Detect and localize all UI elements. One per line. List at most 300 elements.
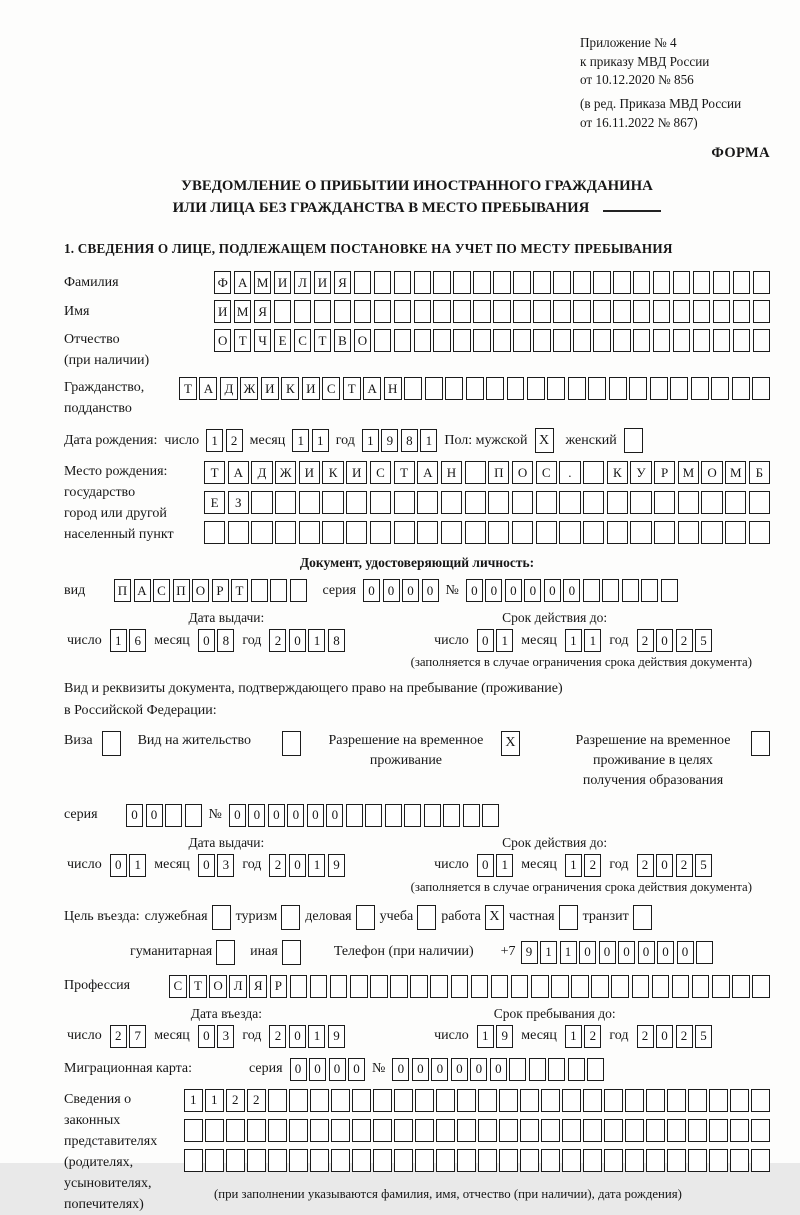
char-box[interactable] bbox=[354, 271, 371, 294]
char-box[interactable] bbox=[370, 491, 391, 514]
temp-residence-checkbox[interactable] bbox=[501, 731, 520, 756]
char-box[interactable] bbox=[692, 975, 710, 998]
char-box[interactable]: И bbox=[274, 271, 291, 294]
char-box[interactable]: 0 bbox=[329, 1058, 346, 1081]
char-box[interactable] bbox=[604, 1089, 623, 1112]
char-box[interactable]: 0 bbox=[198, 629, 215, 652]
char-box[interactable] bbox=[404, 377, 422, 400]
char-box[interactable]: 7 bbox=[129, 1025, 146, 1048]
char-box[interactable] bbox=[732, 975, 750, 998]
char-box[interactable] bbox=[251, 579, 268, 602]
char-box[interactable] bbox=[290, 975, 308, 998]
char-box[interactable]: И bbox=[299, 461, 320, 484]
char-box[interactable]: Н bbox=[384, 377, 402, 400]
char-box[interactable] bbox=[373, 1119, 392, 1142]
char-box[interactable] bbox=[299, 521, 320, 544]
char-box[interactable]: 8 bbox=[217, 629, 234, 652]
char-box[interactable] bbox=[394, 300, 411, 323]
char-box[interactable] bbox=[672, 975, 690, 998]
char-box[interactable]: 1 bbox=[496, 629, 513, 652]
char-box[interactable] bbox=[512, 491, 533, 514]
char-box[interactable] bbox=[275, 491, 296, 514]
char-box[interactable]: А bbox=[363, 377, 381, 400]
char-box[interactable]: 0 bbox=[287, 804, 304, 827]
char-box[interactable] bbox=[478, 1149, 497, 1172]
char-box[interactable]: 0 bbox=[477, 854, 494, 877]
char-box[interactable] bbox=[205, 1119, 224, 1142]
char-box[interactable] bbox=[629, 377, 647, 400]
residence-permit-checkbox[interactable] bbox=[282, 731, 301, 756]
char-box[interactable] bbox=[733, 300, 750, 323]
char-box[interactable] bbox=[571, 975, 589, 998]
char-box[interactable]: Е bbox=[204, 491, 225, 514]
char-box[interactable] bbox=[457, 1149, 476, 1172]
char-box[interactable]: 0 bbox=[431, 1058, 448, 1081]
business-checkbox[interactable] bbox=[356, 905, 375, 930]
char-box[interactable] bbox=[478, 1089, 497, 1112]
char-box[interactable] bbox=[693, 271, 710, 294]
char-box[interactable]: М bbox=[725, 461, 746, 484]
char-box[interactable]: X bbox=[501, 731, 520, 756]
char-box[interactable]: 9 bbox=[521, 941, 538, 964]
char-box[interactable] bbox=[625, 1149, 644, 1172]
char-box[interactable] bbox=[394, 271, 411, 294]
char-box[interactable] bbox=[352, 1119, 371, 1142]
char-box[interactable]: 1 bbox=[312, 429, 329, 452]
char-box[interactable]: 1 bbox=[110, 629, 127, 652]
char-box[interactable] bbox=[365, 804, 382, 827]
char-box[interactable]: Л bbox=[229, 975, 247, 998]
char-box[interactable] bbox=[613, 271, 630, 294]
char-box[interactable] bbox=[541, 1149, 560, 1172]
char-box[interactable]: Т bbox=[234, 329, 251, 352]
char-box[interactable] bbox=[310, 1149, 329, 1172]
char-box[interactable]: 0 bbox=[198, 1025, 215, 1048]
char-box[interactable]: X bbox=[535, 428, 554, 453]
char-box[interactable] bbox=[646, 1149, 665, 1172]
char-box[interactable] bbox=[513, 329, 530, 352]
char-box[interactable]: 0 bbox=[348, 1058, 365, 1081]
char-box[interactable] bbox=[730, 1119, 749, 1142]
char-box[interactable] bbox=[630, 491, 651, 514]
char-box[interactable]: 2 bbox=[269, 1025, 286, 1048]
char-box[interactable] bbox=[424, 804, 441, 827]
char-box[interactable] bbox=[394, 491, 415, 514]
char-box[interactable] bbox=[650, 377, 668, 400]
char-box[interactable] bbox=[310, 975, 328, 998]
char-box[interactable]: 0 bbox=[110, 854, 127, 877]
char-box[interactable] bbox=[688, 1149, 707, 1172]
char-box[interactable]: 2 bbox=[269, 854, 286, 877]
char-box[interactable] bbox=[751, 1119, 770, 1142]
char-box[interactable]: Я bbox=[334, 271, 351, 294]
char-box[interactable]: 0 bbox=[477, 629, 494, 652]
char-box[interactable] bbox=[226, 1119, 245, 1142]
char-box[interactable] bbox=[547, 377, 565, 400]
char-box[interactable] bbox=[573, 329, 590, 352]
char-box[interactable] bbox=[527, 377, 545, 400]
char-box[interactable] bbox=[646, 1119, 665, 1142]
char-box[interactable] bbox=[633, 905, 652, 930]
char-box[interactable] bbox=[691, 377, 709, 400]
char-box[interactable] bbox=[471, 975, 489, 998]
char-box[interactable] bbox=[165, 804, 182, 827]
char-box[interactable]: 2 bbox=[637, 629, 654, 652]
char-box[interactable] bbox=[730, 1149, 749, 1172]
char-box[interactable] bbox=[604, 1149, 623, 1172]
char-box[interactable] bbox=[451, 975, 469, 998]
char-box[interactable]: Б bbox=[749, 461, 770, 484]
char-box[interactable]: Т bbox=[189, 975, 207, 998]
char-box[interactable] bbox=[553, 329, 570, 352]
char-box[interactable] bbox=[394, 1119, 413, 1142]
char-box[interactable] bbox=[633, 271, 650, 294]
char-box[interactable] bbox=[453, 300, 470, 323]
char-box[interactable]: 0 bbox=[505, 579, 522, 602]
char-box[interactable] bbox=[374, 271, 391, 294]
char-box[interactable] bbox=[531, 975, 549, 998]
char-box[interactable]: 0 bbox=[402, 579, 419, 602]
char-box[interactable] bbox=[251, 521, 272, 544]
char-box[interactable]: О bbox=[354, 329, 371, 352]
char-box[interactable]: Т bbox=[394, 461, 415, 484]
char-box[interactable]: 1 bbox=[308, 1025, 325, 1048]
char-box[interactable]: 0 bbox=[422, 579, 439, 602]
char-box[interactable] bbox=[331, 1149, 350, 1172]
char-box[interactable] bbox=[513, 271, 530, 294]
char-box[interactable]: 0 bbox=[412, 1058, 429, 1081]
char-box[interactable] bbox=[330, 975, 348, 998]
char-box[interactable] bbox=[493, 271, 510, 294]
char-box[interactable] bbox=[653, 300, 670, 323]
char-box[interactable] bbox=[394, 521, 415, 544]
char-box[interactable]: 0 bbox=[289, 629, 306, 652]
char-box[interactable] bbox=[331, 1119, 350, 1142]
char-box[interactable] bbox=[486, 377, 504, 400]
char-box[interactable] bbox=[184, 1149, 203, 1172]
char-box[interactable]: А bbox=[234, 271, 251, 294]
char-box[interactable] bbox=[533, 300, 550, 323]
char-box[interactable] bbox=[473, 329, 490, 352]
char-box[interactable]: 1 bbox=[560, 941, 577, 964]
char-box[interactable] bbox=[559, 491, 580, 514]
char-box[interactable]: 0 bbox=[490, 1058, 507, 1081]
char-box[interactable] bbox=[693, 329, 710, 352]
char-box[interactable]: 0 bbox=[289, 854, 306, 877]
char-box[interactable] bbox=[568, 1058, 585, 1081]
char-box[interactable]: 0 bbox=[289, 1025, 306, 1048]
char-box[interactable] bbox=[633, 300, 650, 323]
char-box[interactable]: 1 bbox=[292, 429, 309, 452]
char-box[interactable]: 0 bbox=[363, 579, 380, 602]
char-box[interactable]: 0 bbox=[383, 579, 400, 602]
char-box[interactable] bbox=[653, 271, 670, 294]
char-box[interactable] bbox=[752, 975, 770, 998]
char-box[interactable] bbox=[709, 1089, 728, 1112]
other-checkbox[interactable] bbox=[282, 940, 301, 965]
char-box[interactable]: И bbox=[261, 377, 279, 400]
char-box[interactable]: 1 bbox=[184, 1089, 203, 1112]
char-box[interactable]: 2 bbox=[269, 629, 286, 652]
char-box[interactable] bbox=[310, 1119, 329, 1142]
char-box[interactable]: 2 bbox=[637, 854, 654, 877]
char-box[interactable] bbox=[701, 521, 722, 544]
char-box[interactable]: З bbox=[228, 491, 249, 514]
char-box[interactable] bbox=[688, 1089, 707, 1112]
char-box[interactable] bbox=[511, 975, 529, 998]
char-box[interactable]: Р bbox=[270, 975, 288, 998]
char-box[interactable]: 5 bbox=[695, 854, 712, 877]
char-box[interactable]: Я bbox=[254, 300, 271, 323]
char-box[interactable] bbox=[314, 300, 331, 323]
char-box[interactable] bbox=[294, 300, 311, 323]
char-box[interactable]: 2 bbox=[110, 1025, 127, 1048]
study-checkbox[interactable] bbox=[417, 905, 436, 930]
char-box[interactable] bbox=[667, 1119, 686, 1142]
transit-checkbox[interactable] bbox=[633, 905, 652, 930]
char-box[interactable] bbox=[282, 731, 301, 756]
char-box[interactable] bbox=[414, 329, 431, 352]
char-box[interactable] bbox=[289, 1119, 308, 1142]
char-box[interactable] bbox=[415, 1149, 434, 1172]
char-box[interactable] bbox=[611, 975, 629, 998]
char-box[interactable] bbox=[725, 521, 746, 544]
char-box[interactable]: 0 bbox=[326, 804, 343, 827]
char-box[interactable]: 0 bbox=[563, 579, 580, 602]
char-box[interactable] bbox=[184, 1119, 203, 1142]
char-box[interactable] bbox=[247, 1119, 266, 1142]
char-box[interactable] bbox=[205, 1149, 224, 1172]
char-box[interactable] bbox=[394, 1149, 413, 1172]
char-box[interactable]: 1 bbox=[420, 429, 437, 452]
char-box[interactable] bbox=[520, 1119, 539, 1142]
char-box[interactable]: 0 bbox=[657, 941, 674, 964]
char-box[interactable]: М bbox=[254, 271, 271, 294]
char-box[interactable]: 1 bbox=[565, 1025, 582, 1048]
char-box[interactable] bbox=[507, 377, 525, 400]
char-box[interactable]: Д bbox=[251, 461, 272, 484]
char-box[interactable] bbox=[204, 521, 225, 544]
char-box[interactable] bbox=[562, 1149, 581, 1172]
char-box[interactable]: 2 bbox=[584, 1025, 601, 1048]
char-box[interactable] bbox=[751, 1089, 770, 1112]
char-box[interactable]: Ж bbox=[240, 377, 258, 400]
char-box[interactable]: 1 bbox=[584, 629, 601, 652]
char-box[interactable] bbox=[753, 329, 770, 352]
char-box[interactable]: 0 bbox=[248, 804, 265, 827]
char-box[interactable] bbox=[733, 271, 750, 294]
humanitarian-checkbox[interactable] bbox=[216, 940, 235, 965]
char-box[interactable] bbox=[322, 521, 343, 544]
char-box[interactable] bbox=[322, 491, 343, 514]
char-box[interactable]: 0 bbox=[618, 941, 635, 964]
char-box[interactable] bbox=[185, 804, 202, 827]
char-box[interactable] bbox=[370, 521, 391, 544]
char-box[interactable] bbox=[553, 300, 570, 323]
char-box[interactable]: 2 bbox=[676, 854, 693, 877]
char-box[interactable] bbox=[536, 491, 557, 514]
char-box[interactable] bbox=[520, 1089, 539, 1112]
char-box[interactable] bbox=[654, 491, 675, 514]
temp-residence-education-checkbox[interactable] bbox=[751, 731, 770, 756]
char-box[interactable] bbox=[709, 1119, 728, 1142]
char-box[interactable] bbox=[583, 1149, 602, 1172]
char-box[interactable] bbox=[417, 521, 438, 544]
char-box[interactable]: А bbox=[417, 461, 438, 484]
char-box[interactable]: 5 bbox=[695, 1025, 712, 1048]
char-box[interactable]: 2 bbox=[584, 854, 601, 877]
char-box[interactable] bbox=[673, 329, 690, 352]
char-box[interactable] bbox=[588, 377, 606, 400]
char-box[interactable] bbox=[520, 1149, 539, 1172]
char-box[interactable] bbox=[712, 975, 730, 998]
char-box[interactable] bbox=[583, 521, 604, 544]
char-box[interactable] bbox=[624, 428, 643, 453]
char-box[interactable]: М bbox=[234, 300, 251, 323]
char-box[interactable] bbox=[646, 1089, 665, 1112]
char-box[interactable]: Р bbox=[654, 461, 675, 484]
char-box[interactable] bbox=[499, 1149, 518, 1172]
char-box[interactable] bbox=[352, 1089, 371, 1112]
char-box[interactable]: М bbox=[678, 461, 699, 484]
char-box[interactable]: 0 bbox=[638, 941, 655, 964]
char-box[interactable] bbox=[749, 521, 770, 544]
char-box[interactable]: П bbox=[488, 461, 509, 484]
char-box[interactable]: 0 bbox=[599, 941, 616, 964]
char-box[interactable] bbox=[693, 300, 710, 323]
char-box[interactable]: 9 bbox=[328, 1025, 345, 1048]
char-box[interactable] bbox=[751, 731, 770, 756]
char-box[interactable] bbox=[453, 271, 470, 294]
char-box[interactable]: 0 bbox=[524, 579, 541, 602]
char-box[interactable]: О bbox=[701, 461, 722, 484]
char-box[interactable]: 0 bbox=[126, 804, 143, 827]
char-box[interactable]: Н bbox=[441, 461, 462, 484]
char-box[interactable] bbox=[673, 300, 690, 323]
char-box[interactable] bbox=[652, 975, 670, 998]
char-box[interactable] bbox=[548, 1058, 565, 1081]
char-box[interactable]: С bbox=[169, 975, 187, 998]
char-box[interactable] bbox=[529, 1058, 546, 1081]
tourism-checkbox[interactable] bbox=[281, 905, 300, 930]
char-box[interactable] bbox=[587, 1058, 604, 1081]
char-box[interactable] bbox=[559, 521, 580, 544]
char-box[interactable] bbox=[346, 491, 367, 514]
char-box[interactable] bbox=[559, 905, 578, 930]
char-box[interactable]: 0 bbox=[451, 1058, 468, 1081]
char-box[interactable] bbox=[282, 940, 301, 965]
char-box[interactable] bbox=[562, 1119, 581, 1142]
char-box[interactable] bbox=[268, 1089, 287, 1112]
char-box[interactable] bbox=[568, 377, 586, 400]
char-box[interactable]: И bbox=[302, 377, 320, 400]
char-box[interactable] bbox=[713, 300, 730, 323]
char-box[interactable] bbox=[482, 804, 499, 827]
char-box[interactable]: 0 bbox=[656, 1025, 673, 1048]
char-box[interactable] bbox=[430, 975, 448, 998]
char-box[interactable] bbox=[491, 975, 509, 998]
char-box[interactable] bbox=[678, 521, 699, 544]
char-box[interactable] bbox=[466, 377, 484, 400]
char-box[interactable] bbox=[289, 1149, 308, 1172]
char-box[interactable]: X bbox=[485, 905, 504, 930]
char-box[interactable]: 0 bbox=[268, 804, 285, 827]
char-box[interactable] bbox=[465, 461, 486, 484]
female-checkbox[interactable] bbox=[624, 428, 643, 453]
char-box[interactable] bbox=[373, 1149, 392, 1172]
char-box[interactable] bbox=[346, 521, 367, 544]
char-box[interactable]: К bbox=[607, 461, 628, 484]
char-box[interactable] bbox=[622, 579, 639, 602]
char-box[interactable] bbox=[354, 300, 371, 323]
char-box[interactable]: П bbox=[114, 579, 131, 602]
char-box[interactable]: О bbox=[209, 975, 227, 998]
char-box[interactable] bbox=[541, 1089, 560, 1112]
char-box[interactable] bbox=[433, 300, 450, 323]
char-box[interactable]: П bbox=[173, 579, 190, 602]
char-box[interactable] bbox=[632, 975, 650, 998]
char-box[interactable]: С bbox=[536, 461, 557, 484]
char-box[interactable] bbox=[493, 329, 510, 352]
char-box[interactable] bbox=[670, 377, 688, 400]
char-box[interactable] bbox=[583, 1089, 602, 1112]
char-box[interactable] bbox=[573, 271, 590, 294]
char-box[interactable]: А bbox=[228, 461, 249, 484]
char-box[interactable] bbox=[275, 521, 296, 544]
char-box[interactable]: 0 bbox=[656, 854, 673, 877]
char-box[interactable]: Я bbox=[249, 975, 267, 998]
char-box[interactable]: 9 bbox=[381, 429, 398, 452]
char-box[interactable] bbox=[417, 491, 438, 514]
char-box[interactable] bbox=[404, 804, 421, 827]
char-box[interactable]: Ж bbox=[275, 461, 296, 484]
char-box[interactable] bbox=[417, 905, 436, 930]
char-box[interactable]: С bbox=[153, 579, 170, 602]
char-box[interactable] bbox=[310, 1089, 329, 1112]
char-box[interactable] bbox=[667, 1149, 686, 1172]
char-box[interactable] bbox=[436, 1089, 455, 1112]
char-box[interactable] bbox=[465, 521, 486, 544]
char-box[interactable] bbox=[414, 271, 431, 294]
char-box[interactable] bbox=[512, 521, 533, 544]
char-box[interactable] bbox=[613, 329, 630, 352]
char-box[interactable]: 0 bbox=[677, 941, 694, 964]
char-box[interactable] bbox=[533, 271, 550, 294]
char-box[interactable] bbox=[593, 300, 610, 323]
char-box[interactable]: 0 bbox=[392, 1058, 409, 1081]
char-box[interactable] bbox=[228, 521, 249, 544]
char-box[interactable] bbox=[641, 579, 658, 602]
char-box[interactable] bbox=[268, 1149, 287, 1172]
char-box[interactable]: В bbox=[334, 329, 351, 352]
char-box[interactable]: А bbox=[134, 579, 151, 602]
char-box[interactable]: 0 bbox=[656, 629, 673, 652]
char-box[interactable] bbox=[390, 975, 408, 998]
char-box[interactable] bbox=[356, 905, 375, 930]
char-box[interactable]: 0 bbox=[485, 579, 502, 602]
char-box[interactable] bbox=[331, 1089, 350, 1112]
char-box[interactable] bbox=[604, 1119, 623, 1142]
char-box[interactable] bbox=[334, 300, 351, 323]
char-box[interactable] bbox=[593, 271, 610, 294]
char-box[interactable] bbox=[274, 300, 291, 323]
char-box[interactable]: 1 bbox=[206, 429, 223, 452]
char-box[interactable] bbox=[562, 1089, 581, 1112]
char-box[interactable] bbox=[385, 804, 402, 827]
char-box[interactable] bbox=[678, 491, 699, 514]
char-box[interactable] bbox=[425, 377, 443, 400]
char-box[interactable] bbox=[713, 271, 730, 294]
